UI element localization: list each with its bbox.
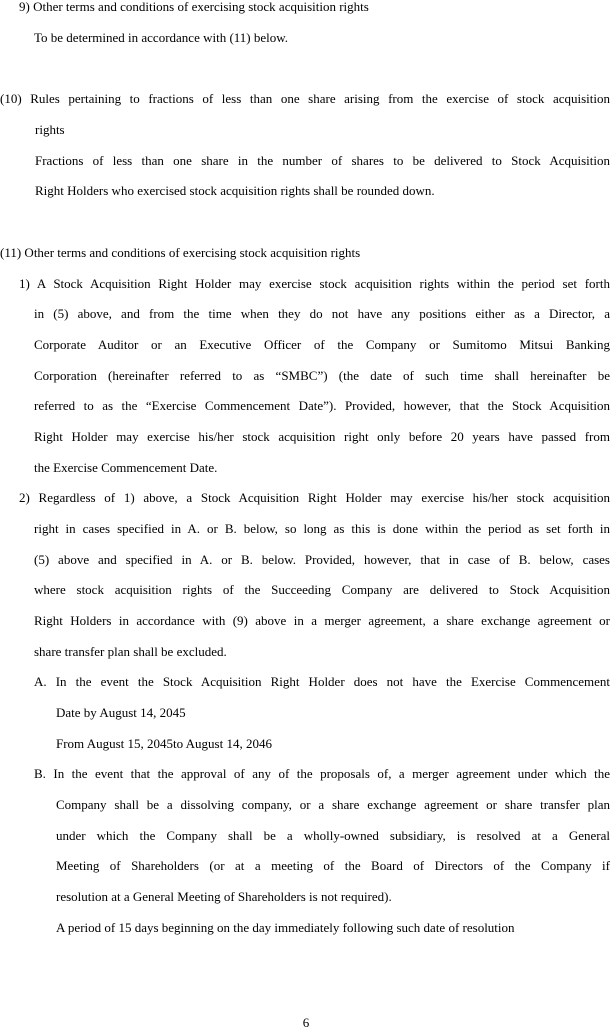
item-1-line: referred to as the “Exercise Commencement Date”). Provided, however, that the Stock Acquisition: [34, 398, 610, 413]
item-2-line: right in cases specified in A. or B. below, so long as this is done within the period as set forth in: [34, 521, 610, 536]
item-1-line: in (5) above, and from the time when they do not have any positions either as a Director, a: [34, 306, 610, 321]
item-1-line: Corporate Auditor or an Executive Officer of the Company or Sumitomo Mitsui Banking: [34, 337, 610, 352]
item-1-line: 1) A Stock Acquisition Right Holder may exercise stock acquisition rights within the period set forth: [19, 276, 610, 291]
case-b-line: B. In the event that the approval of any of the proposals of, a merger agreement under which the: [34, 766, 610, 781]
item-2-line: Right Holders in accordance with (9) above in a merger agreement, a share exchange agreement or: [34, 613, 610, 628]
section-9-body: To be determined in accordance with (11) below.: [34, 30, 289, 45]
item-2-line: (5) above and specified in A. or B. below. Provided, however, that in case of B. below, cases: [34, 552, 610, 567]
case-a-line: A. In the event the Stock Acquisition Right Holder does not have the Exercise Commencement: [34, 674, 610, 689]
item-2-line: 2) Regardless of 1) above, a Stock Acquisition Right Holder may exercise his/her stock acquisition: [19, 490, 610, 505]
case-a-line: Date by August 14, 2045: [56, 705, 186, 720]
case-b-line: A period of 15 days beginning on the day immediately following such date of resolution: [56, 920, 515, 935]
section-10-heading-line-1: (10) Rules pertaining to fractions of less than one share arising from the exercise of stock acquisition: [0, 91, 610, 106]
item-2-line: share transfer plan shall be excluded.: [34, 644, 227, 659]
case-b-line: under which the Company shall be a wholly-owned subsidiary, is resolved at a General: [56, 828, 610, 843]
section-10-body-line-1: Fractions of less than one share in the number of shares to be delivered to Stock Acquisition: [35, 153, 610, 168]
section-9-heading: 9) Other terms and conditions of exercising stock acquisition rights: [19, 0, 369, 14]
section-11-heading: (11) Other terms and conditions of exercising stock acquisition rights: [0, 245, 361, 260]
case-b-line: Meeting of Shareholders (or at a meeting of the Board of Directors of the Company if: [56, 858, 610, 873]
case-b-line: Company shall be a dissolving company, or a share exchange agreement or share transfer plan: [56, 797, 610, 812]
case-a-line: From August 15, 2045to August 14, 2046: [56, 736, 272, 751]
item-1-line: the Exercise Commencement Date.: [34, 460, 218, 475]
page-number: 6: [302, 1015, 310, 1030]
section-10-heading-line-2: rights: [35, 122, 65, 137]
case-b-line: resolution at a General Meeting of Shareholders is not required).: [56, 889, 392, 904]
item-1-line: Corporation (hereinafter referred to as “SMBC”) (the date of such time shall hereinafter be: [34, 368, 610, 383]
section-10-body-line-2: Right Holders who exercised stock acquisition rights shall be rounded down.: [35, 183, 435, 198]
item-1-line: Right Holder may exercise his/her stock acquisition right only before 20 years have passed from: [34, 429, 610, 444]
item-2-line: where stock acquisition rights of the Succeeding Company are delivered to Stock Acquisition: [34, 582, 610, 597]
